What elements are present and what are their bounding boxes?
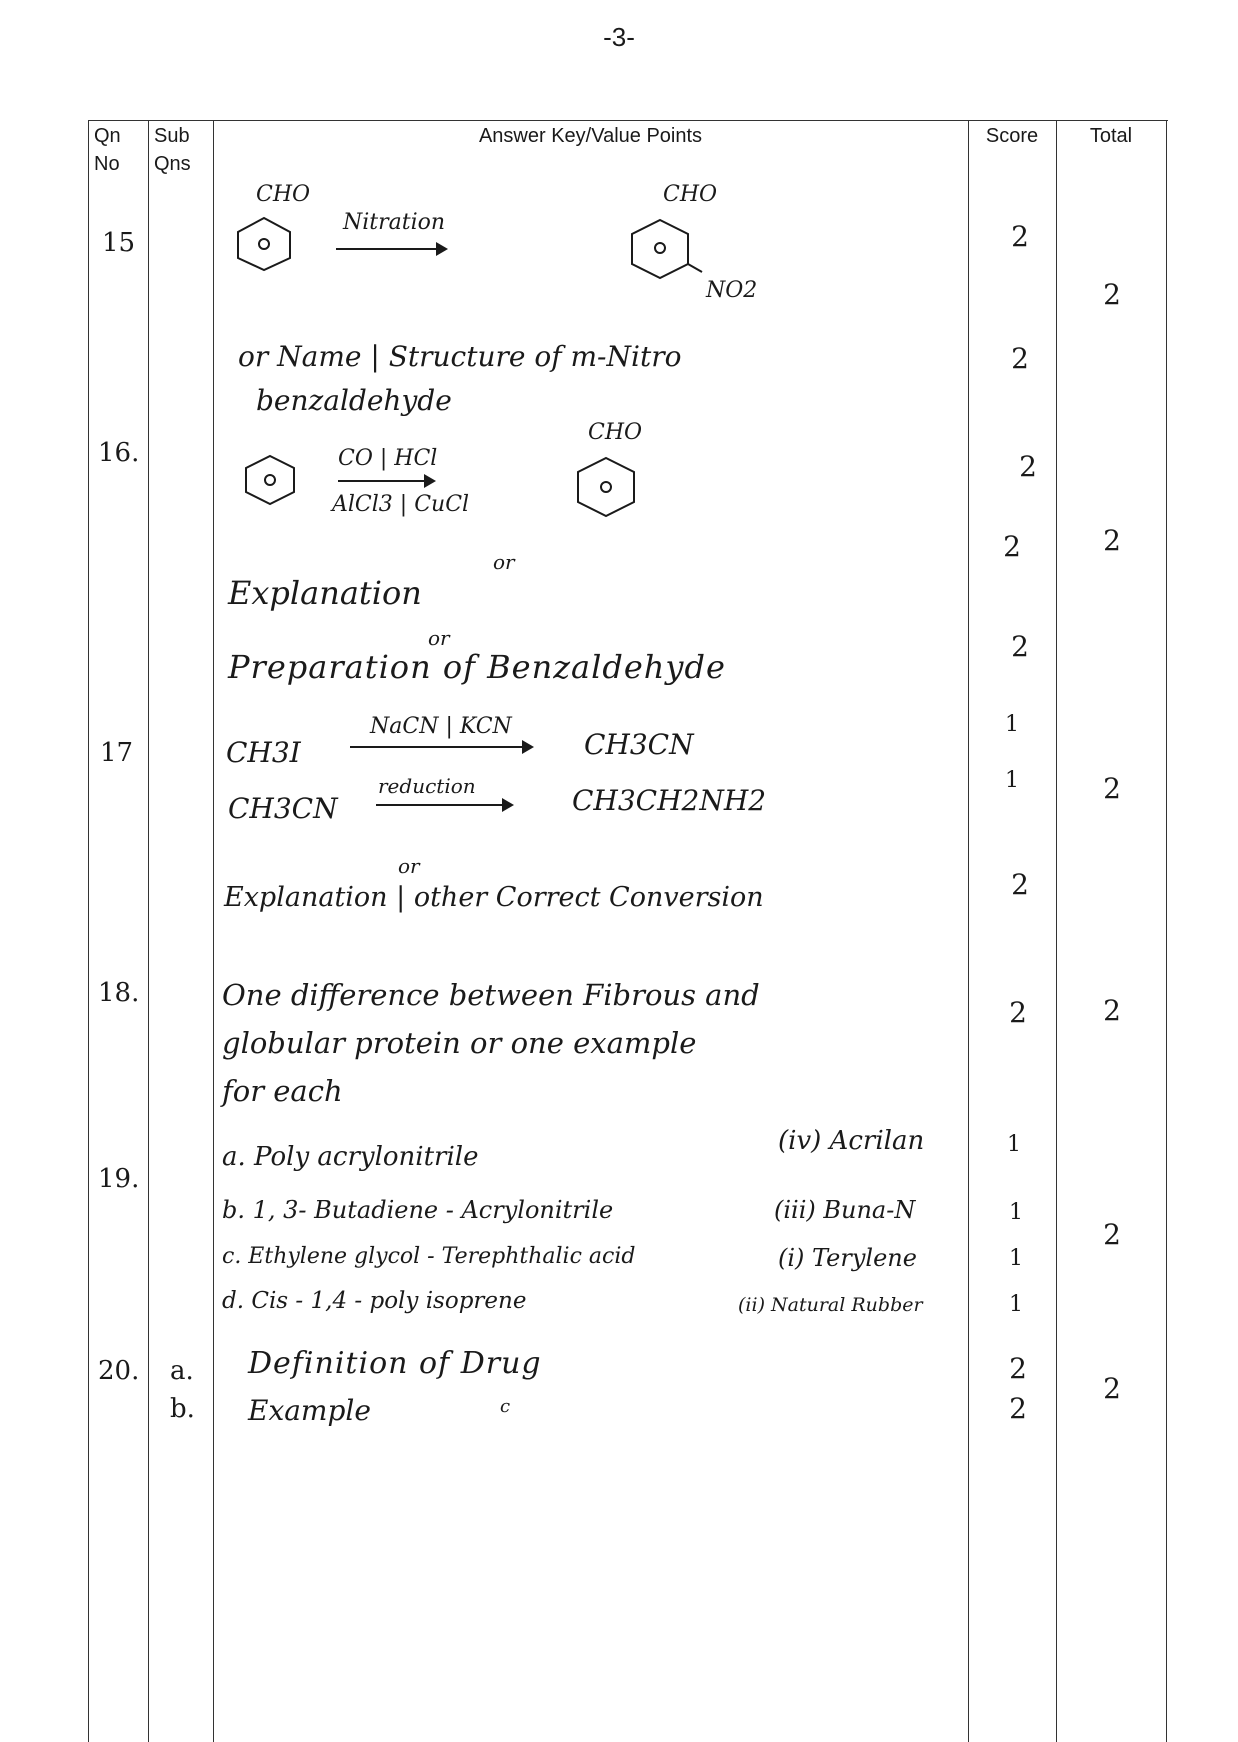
q19-c: c. Ethylene glycol - Terephthalic acid [222,1244,636,1269]
table-border-right [1166,120,1167,1742]
reaction-arrow-icon [336,248,446,250]
q15-total: 2 [1103,278,1121,311]
q20-a-text: Definition of Drug [248,1346,542,1381]
q19-c-match: (i) Terylene [778,1244,917,1272]
q17-number: 17 [100,738,134,768]
header-total: Total [1089,125,1133,147]
table-border-left [88,120,89,1742]
q16-number: 16. [98,438,140,468]
q17-score-1: 1 [1005,712,1019,737]
q20-score-a: 2 [1009,1352,1027,1385]
q15-product-cho: CHO [663,182,718,207]
q17-r2-left: CH3CN [228,792,338,825]
q17-score-3: 2 [1011,868,1029,901]
q17-r2-reagent: reduction [378,774,476,798]
benzaldehyde-ring-icon [570,454,642,520]
q16-reagent-top: CO | HCl [338,446,438,471]
benzene-ring-icon [232,214,296,274]
nitrobenzaldehyde-ring-icon [624,214,704,288]
q16-product-cho: CHO [588,420,643,445]
q19-score-c: 1 [1009,1246,1023,1271]
q16-score-3: 2 [1011,630,1029,663]
q18-number: 18. [98,978,140,1008]
q17-r1-right: CH3CN [584,728,694,761]
q18-score: 2 [1009,996,1027,1029]
reaction-arrow-icon [338,480,434,482]
q17-alternative: Explanation | other Correct Conversion [224,882,764,913]
q19-d-match: (ii) Natural Rubber [738,1294,923,1316]
q19-a: a. Poly acrylonitrile [222,1142,479,1172]
header-sub: Sub Qns [154,125,191,175]
q19-d: d. Cis - 1,4 - poly isoprene [222,1288,527,1314]
q20-b-mark: c [500,1396,511,1417]
header-qn: Qn No [94,125,121,175]
header-score: Score [985,125,1039,147]
q17-or: or [398,854,420,878]
page-number: -3- [603,22,635,52]
q15-reactant-cho: CHO [256,182,311,207]
col-divider-total [1056,120,1057,1742]
col-divider-answer [213,120,214,1742]
q18-line-2: globular protein or one example [222,1026,697,1060]
q16-reagent-bottom: AlCl3 | CuCl [332,492,470,517]
q16-preparation: Preparation of Benzaldehyde [228,648,726,686]
q16-score-2: 2 [1003,530,1021,563]
q19-number: 19. [98,1164,140,1194]
q17-score-2: 1 [1005,768,1019,793]
q16-total: 2 [1103,524,1121,557]
q19-score-d: 1 [1009,1292,1023,1317]
table-border-top [88,120,1168,121]
q19-b-match: (iii) Buna-N [774,1196,916,1224]
q16-score-1: 2 [1019,450,1037,483]
q15-reagent: Nitration [343,210,446,235]
q18-total: 2 [1103,994,1121,1027]
q15-score-2: 2 [1011,342,1029,375]
q18-line-3: for each [222,1074,343,1108]
q17-r2-right: CH3CH2NH2 [572,784,767,817]
q20-sub-a: a. [170,1356,194,1386]
benzene-ring-icon [240,452,300,508]
q16-explanation: Explanation [228,574,422,612]
q20-total: 2 [1103,1372,1121,1405]
q19-score-a: 1 [1007,1132,1021,1157]
reaction-arrow-icon [350,746,532,748]
q19-score-b: 1 [1009,1200,1023,1225]
q15-score-1: 2 [1011,220,1029,253]
header-answer: Answer Key/Value Points [478,125,703,147]
q19-b: b. 1, 3- Butadiene - Acrylonitrile [222,1196,614,1224]
answer-key-table [88,120,1168,1742]
q20-score-b: 2 [1009,1392,1027,1425]
q20-b-text: Example [248,1394,371,1427]
q18-line-1: One difference between Fibrous and [222,978,760,1012]
q15-alternative-line1: or Name | Structure of m-Nitro [238,340,682,373]
q15-number: 15 [102,228,136,258]
q17-r1-reagent: NaCN | KCN [370,714,512,739]
q16-or-1: or [493,550,515,574]
q16-or-2: or [428,626,450,650]
q17-r1-left: CH3I [226,736,301,769]
q20-sub-b: b. [170,1394,195,1424]
q17-total: 2 [1103,772,1121,805]
col-divider-sub [148,120,149,1742]
q20-number: 20. [98,1356,140,1386]
q15-product-no2: NO2 [706,278,758,303]
reaction-arrow-icon [376,804,512,806]
q15-alternative-line2: benzaldehyde [256,384,452,417]
col-divider-score [968,120,969,1742]
q19-total: 2 [1103,1218,1121,1251]
q19-a-match: (iv) Acrilan [778,1126,925,1156]
